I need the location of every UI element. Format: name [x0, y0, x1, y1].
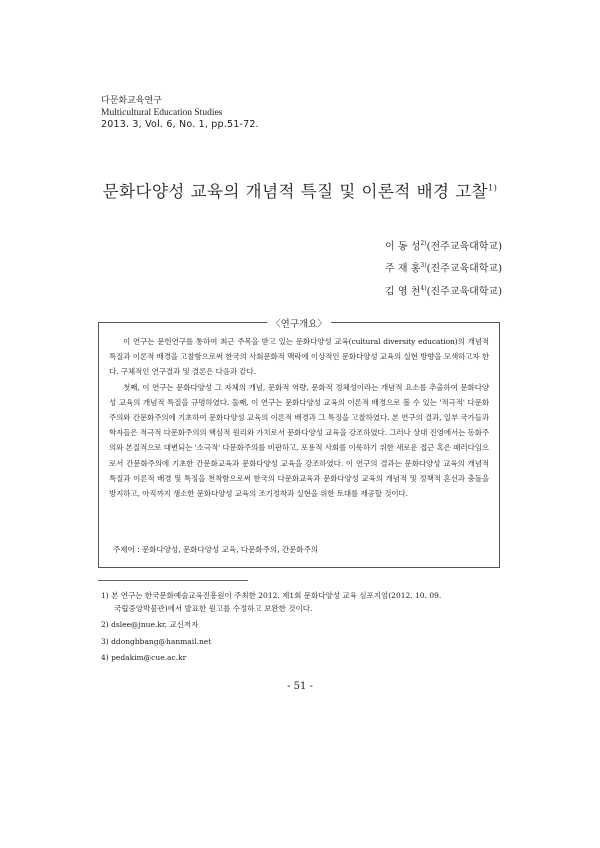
title-footnote-mark: 1) [488, 183, 498, 193]
author-name: 이 동 성 [385, 241, 421, 253]
abstract-body [109, 334, 489, 501]
footnote-text: ddongbbang@hanmail.net [111, 636, 212, 646]
issue-info: 2013. 3, Vol. 6, No. 1, pp.51-72. [101, 119, 259, 130]
author-footnote-mark: 4) [420, 284, 427, 292]
keywords-text: 문화다양성, 문화다양성 교육, 다문화주의, 간문화주의 [142, 545, 319, 554]
footnote-mark: 4) [101, 652, 109, 662]
keywords-line [113, 544, 318, 555]
keywords-label: 주제어 : [113, 545, 143, 554]
author-footnote-mark: 2) [420, 240, 427, 247]
author-entry [385, 234, 502, 256]
abstract-box [98, 319, 500, 568]
journal-header [101, 96, 259, 131]
footnote [101, 589, 499, 615]
footnotes [101, 589, 499, 667]
journal-title-english: Multicultural Education Studies [101, 107, 223, 118]
footnote-text: 본 연구는 한국문화예술교육진흥원이 주최한 2012. 제1회 문화다양성 교육 심포지엄(2012. 10. 09. [111, 591, 442, 600]
footnote-mark: 2) [101, 620, 109, 630]
abstract-paragraph: 이 연구는 문헌연구를 통하여 최근 주목을 받고 있는 문화다양성 교육(cultural diversity education)의 개념적 특질과 이론적 배경을 고찰함으로써 한국의 사회문화적 맥락에 이상적인 문화다양성 교육의 실현 방향을 모색하고자 한다. 구체적인 연구결과 및 결론은 다음과 같다. [109, 337, 489, 377]
page-number: - 51 - [287, 681, 313, 692]
footnote-mark: 1) [101, 591, 109, 600]
author-name: 주 재 홍 [385, 263, 421, 275]
author-footnote-mark: 3) [420, 262, 427, 270]
author-entry [385, 279, 502, 301]
footnote [101, 618, 499, 631]
author-affiliation: (진주교육대학교) [426, 285, 502, 297]
journal-title-korean: 다문화교육연구 [101, 96, 162, 106]
paper-title [0, 178, 600, 202]
footnote-text: pedakim@cue.ac.kr [111, 652, 187, 662]
footnote [101, 635, 499, 648]
footnote-divider [98, 580, 248, 581]
footnote [101, 651, 499, 664]
abstract-paragraph: 첫째, 이 연구는 문화다양성 그 자체의 개념, 문화적 역량, 문화적 정체성이라는 개념적 요소를 추출하여 문화다양성 교육의 개념적 특질을 규명하였다. 둘째, 이 연구는 문화다양성 교육의 이론적 배경으로 볼 수 있는 '적극적' 다문화주의와 간문화주의에 기초하여 문화다양성 교육의 이론적 배경과 그 특징을 고찰하였다. 본 연구의 결과, 일부 국가들과 학자들은 적극적 다문화주의의 핵심적 원리와 가치로서 문화다양성 교육을 강조하였다. 그러나 상대 진영에서는 동화주의와 본질적으로 대변되는 '소극적' 다문화주의를 비판하고, 포용적 사회를 이룩하기 위한 새로운 접근 혹은 패러다임으로서 간문화주의에 기초한 간문화교육과 문화다양성 교육을 강조하였다. 이 연구의 결과는 문화다양성 교육의 개념적 특질과 이론적 배경 및 특징을 천착함으로써 한국의 다문화교육과 문화다양성 교육의 개념적 및 정책적 혼선과 충돌을 방지하고, 아직까지 생소한 문화다양성 교육의 조기정착과 실현을 위한 토대를 제공할 것이다. [109, 382, 489, 499]
footnote-text: dslee@jnue.kr, 교신저자 [111, 620, 199, 630]
footnote-mark: 3) [101, 636, 109, 646]
paper-title-text: 문화다양성 교육의 개념적 특질 및 이론적 배경 고찰 [102, 182, 489, 201]
author-entry [385, 256, 502, 278]
abstract-label: 〈연구개요〉 [267, 316, 331, 330]
author-name: 김 영 천 [385, 285, 421, 297]
author-affiliation: (진주교육대학교) [426, 263, 502, 275]
author-affiliation: (전주교육대학교) [426, 241, 502, 253]
footnote-continuation: 국립중앙박물관)에서 발표한 원고를 수정하고 보완한 것이다. [114, 604, 313, 614]
author-list [385, 234, 502, 301]
